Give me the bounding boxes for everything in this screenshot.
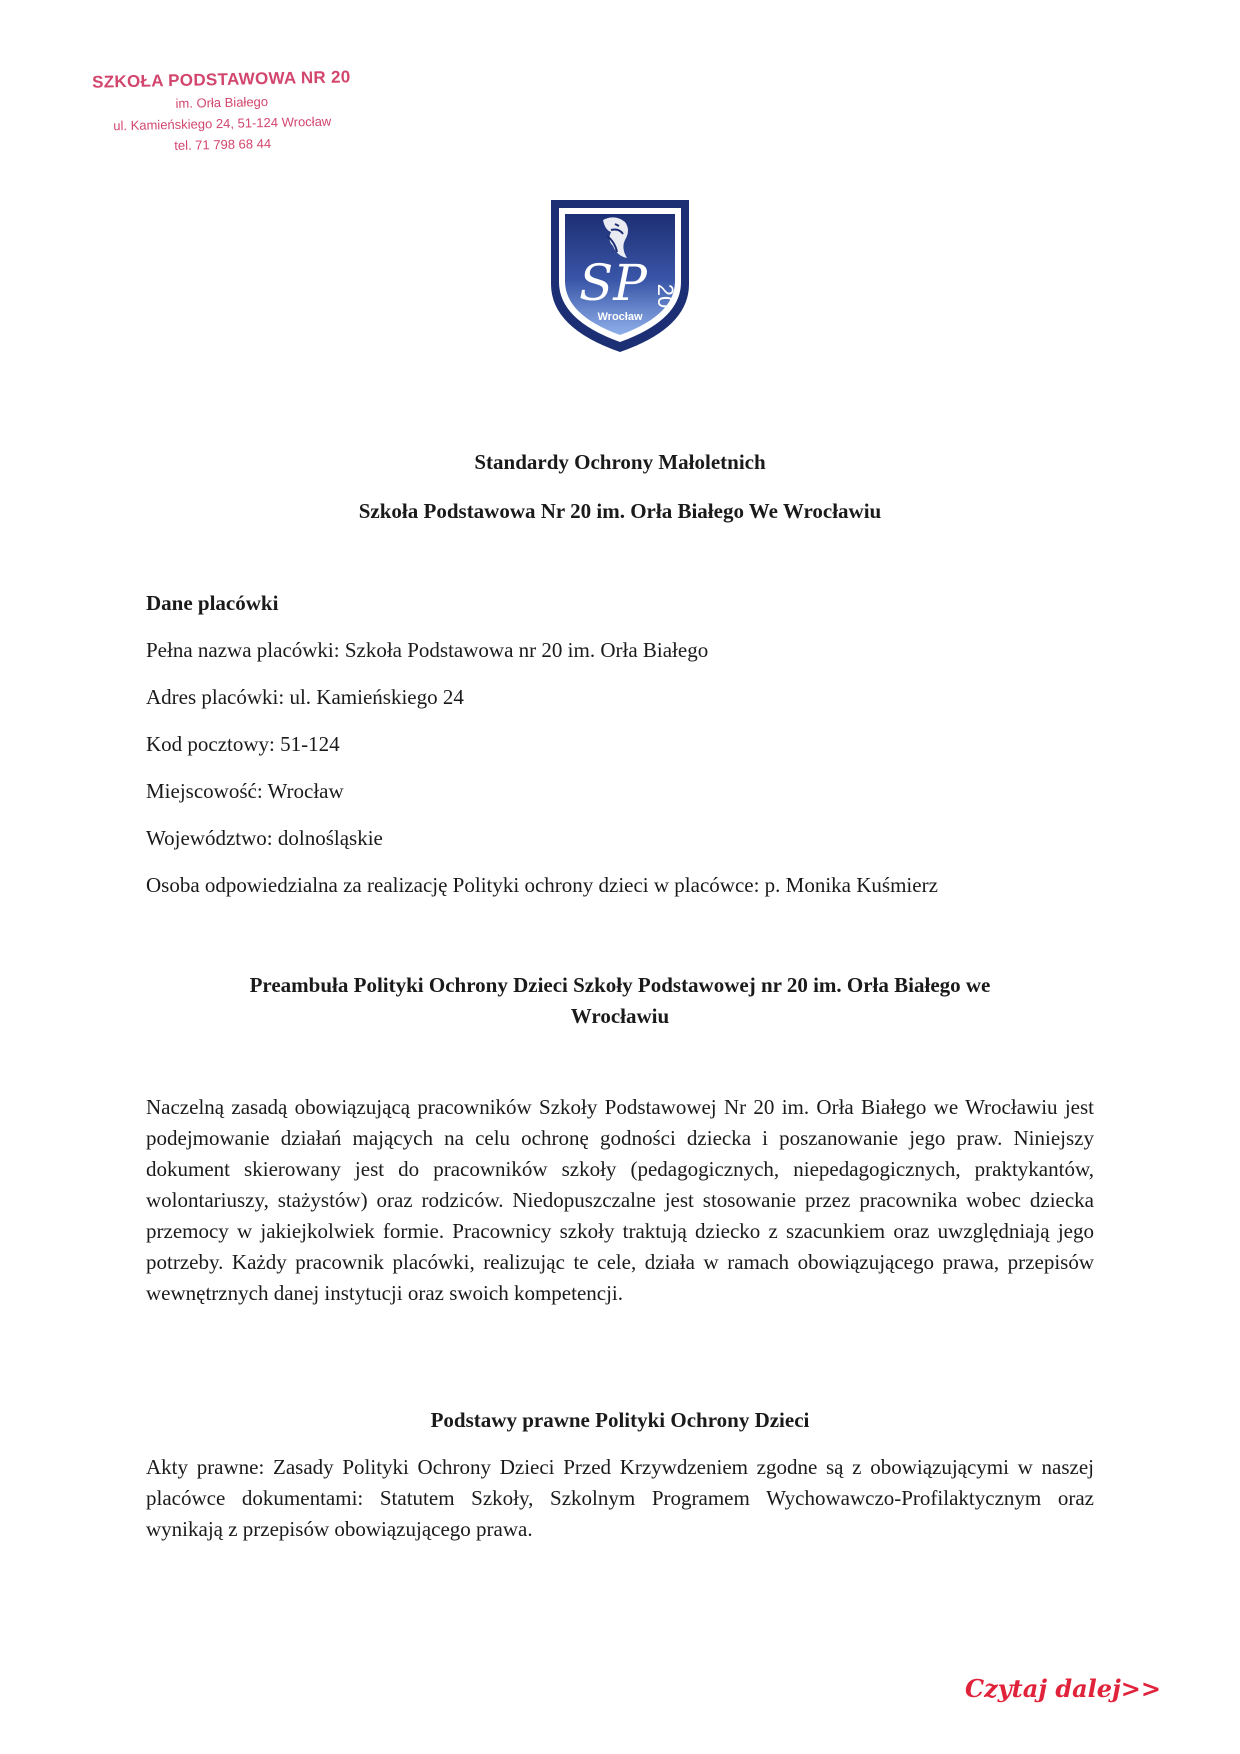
logo-number: 20 — [653, 283, 678, 309]
stamp-school-name: SZKOŁA PODSTAWOWA NR 20 — [91, 67, 351, 92]
logo-city: Wrocław — [597, 311, 643, 323]
info-city: Miejscowość: Wrocław — [146, 779, 344, 803]
document-title: Standardy Ochrony Małoletnich — [474, 450, 766, 474]
section-heading-preambula — [150, 970, 1090, 1032]
preambula-paragraph: Naczelną zasadą obowiązującą pracowników Szkoły Podstawowej Nr 20 im. Orła Białego we Wrocławiu jest podejmowanie działań mających na celu ochronę godności dziecka i poszanowanie jego praw. Niniejszy dokument skierowany jest do pracowników szkoły (pedagogicznych, niepedagogicznych, praktykantów, wolontariuszy, stażystów) oraz rodziców. Niedopuszczalne jest stosowanie przez pracownika wobec dziecka przemocy w jakiejkolwiek formie. Pracownicy szkoły traktują dziecko z szacunkiem oraz uwzględniają jego potrzeby. Każdy pracownik placówki, realizując te cele, działa w ramach obowiązującego prawa, przepisów wewnętrznych danej instytucji oraz swoich kompetencji. — [146, 1095, 1094, 1305]
stamp-phone: tel. 71 798 68 44 — [174, 135, 272, 154]
info-postal-code: Kod pocztowy: 51-124 — [146, 732, 340, 756]
stamp-patron: im. Orła Białego — [175, 94, 269, 111]
school-stamp — [71, 65, 373, 158]
info-voivodeship: Województwo: dolnośląskie — [146, 826, 383, 850]
preambula-heading-line2: Wrocławiu — [570, 1004, 670, 1028]
read-more-link[interactable]: Czytaj dalej>> — [965, 1674, 1161, 1703]
section-heading-podstawy: Podstawy prawne Polityki Ochrony Dzieci — [430, 1408, 810, 1432]
info-address: Adres placówki: ul. Kamieńskiego 24 — [146, 685, 464, 709]
podstawy-paragraph: Akty prawne: Zasady Polityki Ochrony Dzieci Przed Krzywdzeniem zgodne są z obowiązującymi w naszej placówce dokumentami: Statutem Szkoły, Szkolnym Programem Wychowawczo-Profilaktycznym oraz wynikają z przepisów obowiązującego prawa. — [146, 1455, 1094, 1541]
info-full-name: Pełna nazwa placówki: Szkoła Podstawowa nr 20 im. Orła Białego — [146, 638, 709, 662]
info-responsible-person: Osoba odpowiedzialna za realizację Polityki ochrony dzieci w placówce: p. Monika Kuśmierz — [146, 873, 938, 897]
stamp-address: ul. Kamieńskiego 24, 51-124 Wrocław — [113, 113, 332, 134]
preambula-heading-line1: Preambuła Polityki Ochrony Dzieci Szkoły Podstawowej nr 20 im. Orła Białego we — [249, 973, 991, 997]
section-heading-dane: Dane placówki — [146, 591, 279, 615]
school-logo-shield — [545, 196, 695, 356]
document-subtitle: Szkoła Podstawowa Nr 20 im. Orła Białego We Wrocławiu — [358, 499, 882, 523]
logo-monogram: SP — [579, 254, 647, 312]
